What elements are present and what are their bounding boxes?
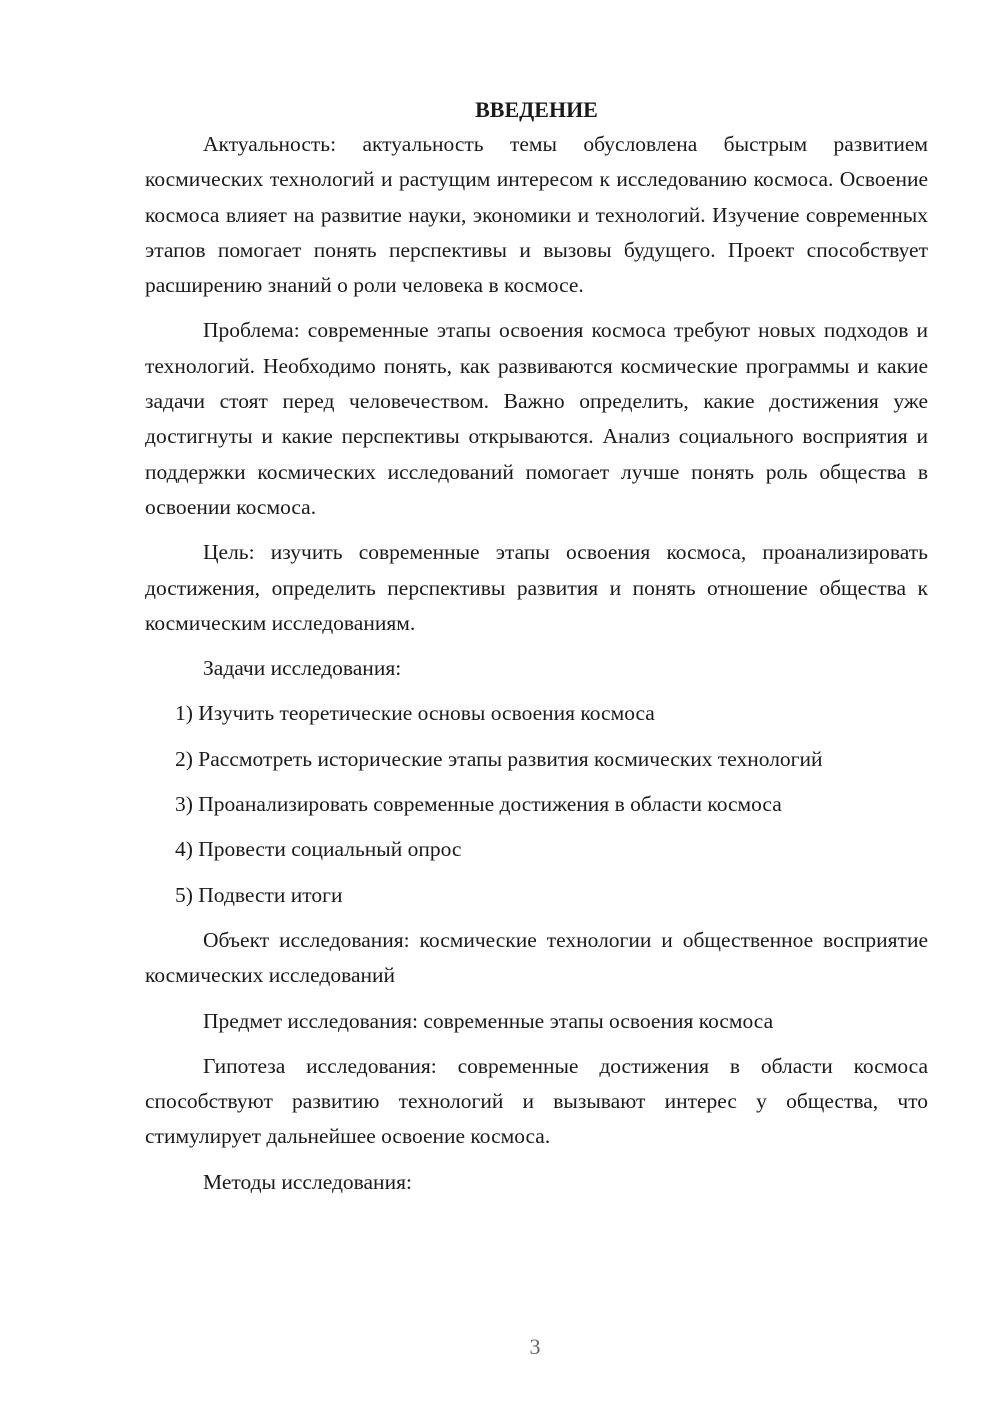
tasks-list [145, 696, 928, 912]
list-item: 2) Рассмотреть исторические этапы развития космических технологий [175, 746, 823, 771]
list-item: 3) Проанализировать современные достижения в области космоса [175, 792, 782, 817]
page-title: ВВЕДЕНИЕ [475, 97, 598, 122]
methods-heading: Методы исследования: [203, 1169, 412, 1194]
problem-paragraph: Проблема: современные этапы освоения космоса требуют новых подходов и технологий. Необходимо понять, как развиваются космические программы и какие задачи стоят перед человечеством. Важно определить, какие достижения уже достигнуты и какие перспективы открываются. Анализ социального восприятия и поддержки космических исследований помогает лучше понять роль общества в освоении космоса. [145, 318, 928, 519]
page-number: 3 [529, 1334, 541, 1359]
tasks-heading: Задачи исследования: [203, 656, 402, 681]
list-item: 5) Подвести итоги [175, 882, 343, 907]
relevance-paragraph: Актуальность: актуальность темы обусловлена быстрым развитием космических технологий и растущим интересом к исследованию космоса. Освоение космоса влияет на развитие науки, экономики и технологий. Изучение современных этапов помогает понять перспективы и вызовы будущего. Проект способствует расширению знаний о роли человека в космосе. [145, 132, 928, 298]
object-paragraph: Объект исследования: космические технологии и общественное восприятие космических исследований [145, 927, 928, 988]
goal-paragraph: Цель: изучить современные этапы освоения космоса, проанализировать достижения, определить перспективы развития и понять отношение общества к космическим исследованиям. [145, 540, 928, 635]
subject-paragraph: Предмет исследования: современные этапы освоения космоса [203, 1008, 774, 1033]
document-page [145, 92, 928, 1210]
list-item: 4) Провести социальный опрос [175, 837, 462, 862]
list-item: 1) Изучить теоретические основы освоения космоса [175, 701, 655, 726]
hypothesis-paragraph: Гипотеза исследования: современные достижения в области космоса способствуют развитию технологий и вызывают интерес у общества, что стимулирует дальнейшее освоение космоса. [145, 1053, 928, 1149]
